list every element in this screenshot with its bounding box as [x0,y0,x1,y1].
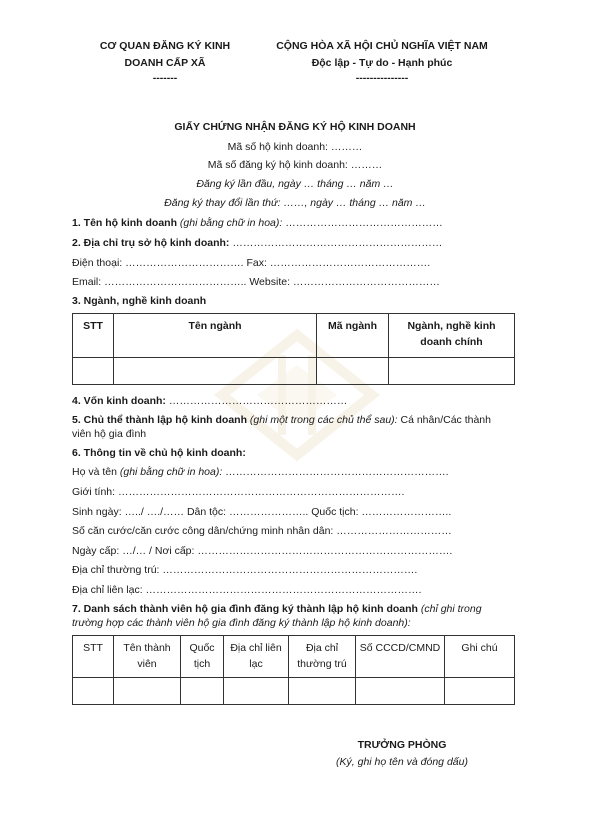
phone-fax-line: Điện thoại: ……………………………. Fax: ………………………………………. [72,257,431,269]
table-row [73,678,515,705]
agency-header [80,38,250,84]
section6-label: 6. Thông tin về chủ hộ kinh doanh: [72,447,246,459]
section7-label: 7. Danh sách thành viên hộ gia đình đăng ký thành lập hộ kinh doanh [72,603,418,615]
signature-title: TRƯỞNG PHÒNG [357,739,447,751]
table-cell[interactable] [181,678,224,705]
id-number-line: Số căn cước/căn cước công dân/chứng minh nhân dân: …………………………… [72,525,452,537]
agency-line2: DOANH CẤP XÃ [124,57,206,69]
col-main-sector: Ngành, nghề kinh doanh chính [389,314,515,358]
section5-text-line2: viên hộ gia đình [72,428,147,440]
table-cell[interactable] [445,678,515,705]
change-registration-date: Đăng ký thay đổi lần thứ: ……, ngày … tháng … năm … [164,197,426,209]
section4-line [72,394,347,408]
table-cell[interactable] [114,678,181,705]
nation-dash: --------------- [355,72,409,84]
section3-label: 3. Ngành, nghề kinh doanh [72,295,207,307]
owner-name-dots: ………………………………………………………. [222,466,449,478]
agency-dash: ------- [152,72,178,84]
agency-line1: CƠ QUAN ĐĂNG KÝ KINH [99,40,231,52]
national-header [262,38,502,84]
section5-line [72,413,491,427]
col-id-number: Số CCCD/CMND [356,636,445,678]
nation-line2: Độc lập - Tự do - Hạnh phúc [311,57,453,69]
signature-note: (Ký, ghi họ tên và đóng dấu) [336,756,468,768]
col-contact-address: Địa chỉ liên lạc [224,636,289,678]
document-title: GIẤY CHỨNG NHẬN ĐĂNG KÝ HỘ KINH DOANH [174,121,416,133]
col-sector-code: Mã ngành [317,314,389,358]
section2-dots: …………………………………………………… [229,237,443,249]
section2-label: 2. Địa chỉ trụ sở hộ kinh doanh: [72,237,230,249]
col-permanent-address: Địa chỉ thường trú [289,636,356,678]
table-cell[interactable] [73,358,114,385]
table-header-row [73,636,515,678]
table-cell[interactable] [224,678,289,705]
table-cell[interactable] [289,678,356,705]
table-cell[interactable] [114,358,317,385]
table-cell[interactable] [389,358,515,385]
issue-date-place-line: Ngày cấp: …/… / Nơi cấp: ………………………………………………………………. [72,545,453,557]
col-notes: Ghi chú [445,636,515,678]
household-members-table [72,635,515,705]
section1-line [72,216,443,230]
section5-label: 5. Chủ thể thành lập hộ kinh doanh [72,414,247,426]
owner-name-line [72,465,449,479]
section5-text: Cá nhân/Các thành [397,414,491,426]
col-stt: STT [73,314,114,358]
table-header-row [73,314,515,358]
table-cell[interactable] [317,358,389,385]
section1-dots: ……………………………………… [282,217,443,229]
section5-note: (ghi một trong các chủ thể sau): [247,414,398,426]
table-cell[interactable] [356,678,445,705]
contact-address-line: Địa chỉ liên lạc: ……………………………………………………………………. [72,584,422,596]
section4-dots: …………………………………………… [165,395,348,407]
owner-name-prefix: Họ và tên [72,466,120,478]
email-website-line: Email: ………………………………….. Website: …………………………………… [72,276,440,288]
permanent-address-line: Địa chỉ thường trú: ………………………………………………………………. [72,564,418,576]
section7-note-line2: trường hợp các thành viên hộ gia đình đăng ký thành lập hộ kinh doanh): [72,617,411,629]
section1-label: 1. Tên hộ kinh doanh [72,217,177,229]
gender-line: Giới tính: ………………………………………………………………………. [72,486,405,498]
section4-label: 4. Vốn kinh doanh: [72,395,166,407]
col-nationality: Quốc tịch [181,636,224,678]
owner-name-note: (ghi bằng chữ in hoa): [119,466,223,478]
registration-number: Mã số đăng ký hộ kinh doanh: ……… [207,159,383,171]
section7-line [72,602,482,616]
first-registration-date: Đăng ký lần đầu, ngày … tháng … năm … [196,178,394,190]
business-code: Mã số hộ kinh doanh: ……… [227,141,363,153]
table-row [73,358,515,385]
section7-note: (chỉ ghi trong [417,603,482,615]
col-member-name: Tên thành viên [114,636,181,678]
section1-note: (ghi bằng chữ in hoa): [177,217,283,229]
col-stt: STT [73,636,114,678]
business-lines-table [72,313,515,385]
nation-line1: CỘNG HÒA XÃ HỘI CHỦ NGHĨA VIỆT NAM [276,40,488,52]
section2-line [72,236,442,250]
col-sector-name: Tên ngành [114,314,317,358]
dob-ethnicity-nationality-line: Sinh ngày: …../ …./…… Dân tộc: ………………….. Quốc tịch: …………………….. [72,506,452,518]
table-cell[interactable] [73,678,114,705]
